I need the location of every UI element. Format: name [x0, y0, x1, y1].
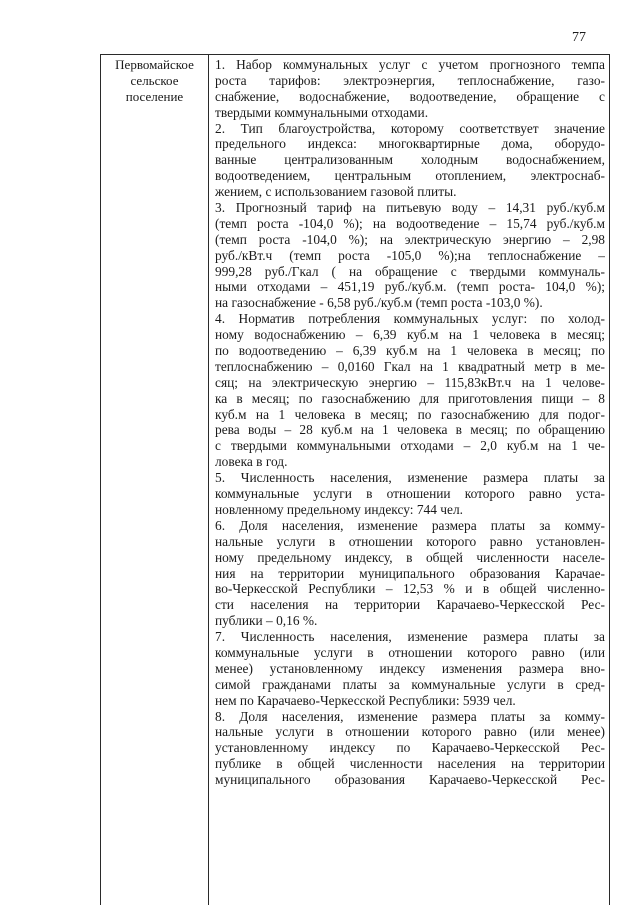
text-line: новленному предельному индексу: 744 чел.	[215, 501, 463, 517]
text-line: жением, с использованием газовой плиты.	[215, 184, 457, 200]
text-line: куб.м на 1 человека в месяц; по газоснабжению для подог-	[215, 406, 605, 422]
text-line: нальные услуги в отношении которого равно (или менее)	[215, 724, 605, 740]
indicators-text	[209, 55, 609, 788]
text-line: во-Черкесской Республики – 12,53 % и в общей численно-	[215, 581, 605, 597]
text-line: 5. Численность населения, изменение размера платы за	[215, 470, 605, 486]
text-line: на газоснабжение - 6,58 руб./куб.м (темп роста -103,0 %).	[215, 295, 543, 311]
text-line: нем по Карачаево-Черкесской Республики: 5939 чел.	[215, 692, 516, 708]
text-line: 999,28 руб./Гкал ( на обращение с твердыми коммуналь-	[215, 263, 605, 279]
text-line: ному предельному индексу, в общей численности населе-	[215, 549, 605, 565]
text-line: муниципального образования Карачаево-Черкесской Рес-	[215, 772, 605, 788]
text-line: предельного индекса: многоквартирные дома, оборудо-	[215, 136, 605, 152]
text-line: по водоотведению – 6,39 куб.м на 1 человека в месяц; по	[215, 343, 605, 359]
text-line: 2. Тип благоустройства, которому соответствует значение	[215, 120, 605, 136]
settlement-name-line: сельское	[130, 73, 179, 88]
text-line: (темп роста -104,0 %); на электрическую энергию – 2,98	[215, 231, 605, 247]
text-line: ному водоснабжению – 6,39 куб.м на 1 человека в месяц;	[215, 327, 605, 343]
text-line: теплоснабжению – 0,0160 Гкал на 1 квадратный метр в ме-	[215, 358, 605, 374]
text-line: 3. Прогнозный тариф на питьевую воду – 14,31 руб./куб.м	[215, 200, 605, 216]
text-line: ловека в год.	[215, 454, 288, 470]
text-line: рева воды – 28 куб.м на 1 человека в месяц; по обращению	[215, 422, 605, 438]
text-line: 8. Доля населения, изменение размера платы за комму-	[215, 708, 605, 724]
text-line: публики – 0,16 %.	[215, 613, 318, 629]
settlement-name	[101, 55, 208, 105]
settlement-table	[100, 54, 610, 905]
text-line: снабжение, водоснабжение, водоотведение, обращение с	[215, 88, 605, 104]
settlement-name-line: поселение	[125, 89, 184, 104]
table-row	[101, 55, 610, 905]
text-line: роста тарифов: электроэнергия, теплоснабжение, газо-	[215, 72, 605, 88]
text-line: ными отходами – 451,19 руб./куб.м. (темп роста- 104,0 %);	[215, 279, 605, 295]
text-line: (темп роста -104,0 %); на водоотведение – 15,74 руб./куб.м	[215, 215, 605, 231]
text-line: коммунальные услуги в отношении которого равно (или	[215, 644, 605, 660]
text-line: 1. Набор коммунальных услуг с учетом прогнозного темпа	[215, 57, 605, 72]
text-line: с твердыми коммунальными отходами – 2,0 куб.м на 1 че-	[215, 438, 605, 454]
text-line: водоотведением, центральным отоплением, электроснаб-	[215, 168, 605, 184]
text-line: ка в месяц; по газоснабжению для приготовления пищи – 8	[215, 390, 605, 406]
text-line: 4. Норматив потребления коммунальных услуг: по холод-	[215, 311, 605, 327]
text-line: твердыми коммунальными отходами.	[215, 104, 429, 120]
text-line: коммунальные услуги в отношении которого равно уста-	[215, 486, 605, 502]
settlement-name-cell	[101, 55, 209, 905]
text-line: 7. Численность населения, изменение размера платы за	[215, 629, 605, 645]
text-line: сяц; на электрическую энергию – 115,83кВт.ч на 1 челове-	[215, 374, 605, 390]
text-line: симой гражданами платы за коммунальные услуги в сред-	[215, 676, 605, 692]
text-line: менее) установленному индексу изменения размера вно-	[215, 660, 605, 676]
text-line: ванные централизованным холодным водоснабжением,	[215, 152, 605, 168]
text-line: публике в общей численности населения на территории	[215, 756, 605, 772]
text-line: сти населения на территории Карачаево-Черкесской Рес-	[215, 597, 605, 613]
text-line: ния на территории муниципального образования Карачае-	[215, 565, 605, 581]
text-line: нальные услуги в отношении которого равно установлен-	[215, 533, 605, 549]
text-line: установленному индексу по Карачаево-Черкесской Рес-	[215, 740, 605, 756]
settlement-name-line: Первомайское	[115, 57, 194, 72]
text-line: руб./кВт.ч (темп роста -105,0 %);на теплоснабжение –	[215, 247, 605, 263]
page-number: 77	[572, 30, 586, 45]
indicators-cell	[209, 55, 610, 905]
text-line: 6. Доля населения, изменение размера платы за комму-	[215, 517, 605, 533]
